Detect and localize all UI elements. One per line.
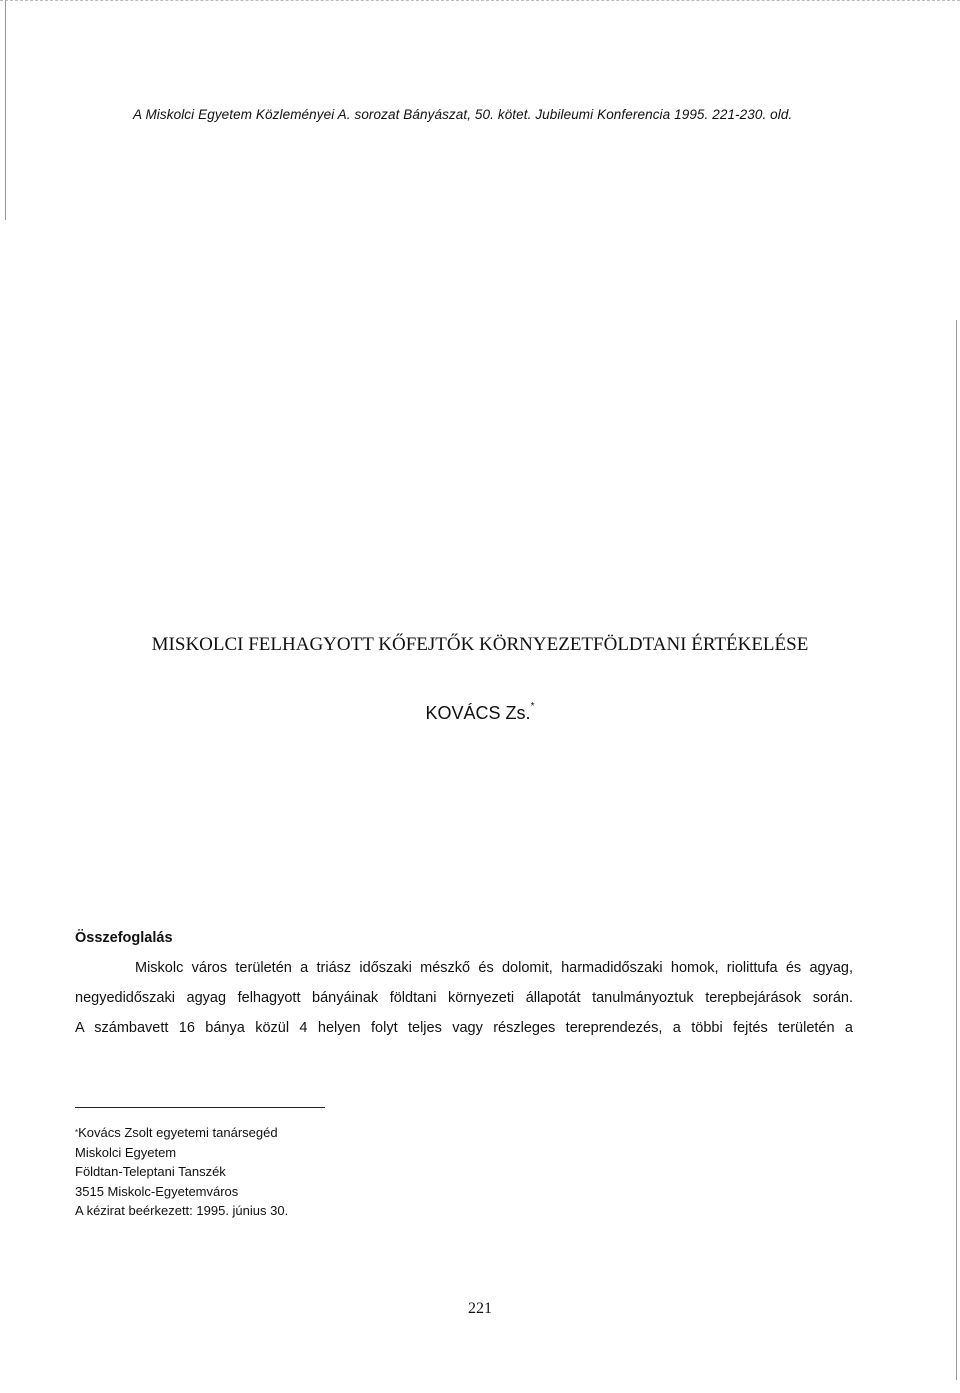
article-title: MISKOLCI FELHAGYOTT KŐFEJTŐK KÖRNYEZETFÖLDTANI ÉRTÉKELÉSE [151, 634, 809, 655]
author-footnote [75, 1123, 288, 1221]
footnote-line: Miskolci Egyetem [75, 1144, 177, 1160]
footnote-divider [75, 1107, 325, 1108]
page-number: 221 [468, 1300, 492, 1317]
footnote-line: 3515 Miskolc-Egyetemváros [75, 1183, 239, 1199]
scan-edge-right [956, 320, 957, 1380]
summary-line: Miskolc város területén a triász időszaki mészkő és dolomit, harmadidőszaki homok, riolittufa és agyag, [135, 960, 853, 976]
footnote-marker: * [75, 1128, 79, 1137]
summary-line: negyedidőszaki agyag felhagyott bányáinak földtani környezeti állapotát tanulmányoztuk terepbejárások során. [75, 990, 853, 1006]
footnote-line: Földtan-Teleptani Tanszék [75, 1164, 226, 1179]
scan-edge-top [0, 0, 960, 1]
author-footnote-marker: * [530, 701, 535, 712]
scan-edge-left [5, 0, 6, 220]
footnote-line: A kézirat beérkezett: 1995. június 30. [75, 1203, 289, 1218]
footnote-line: *Kovács Zsolt egyetemi tanársegéd [75, 1125, 278, 1140]
summary-heading: Összefoglalás [75, 930, 173, 946]
author-line [0, 703, 960, 724]
author-name: KOVÁCS Zs. [425, 703, 531, 723]
journal-header: A Miskolci Egyetem Közleményei A. sorozat Bányászat, 50. kötet. Jubileumi Konferencia 1995. 221-230. old. [133, 107, 793, 122]
summary-line: A számbavett 16 bánya közül 4 helyen folyt teljes vagy részleges tereprendezés, a többi fejtés területén a [75, 1020, 853, 1036]
